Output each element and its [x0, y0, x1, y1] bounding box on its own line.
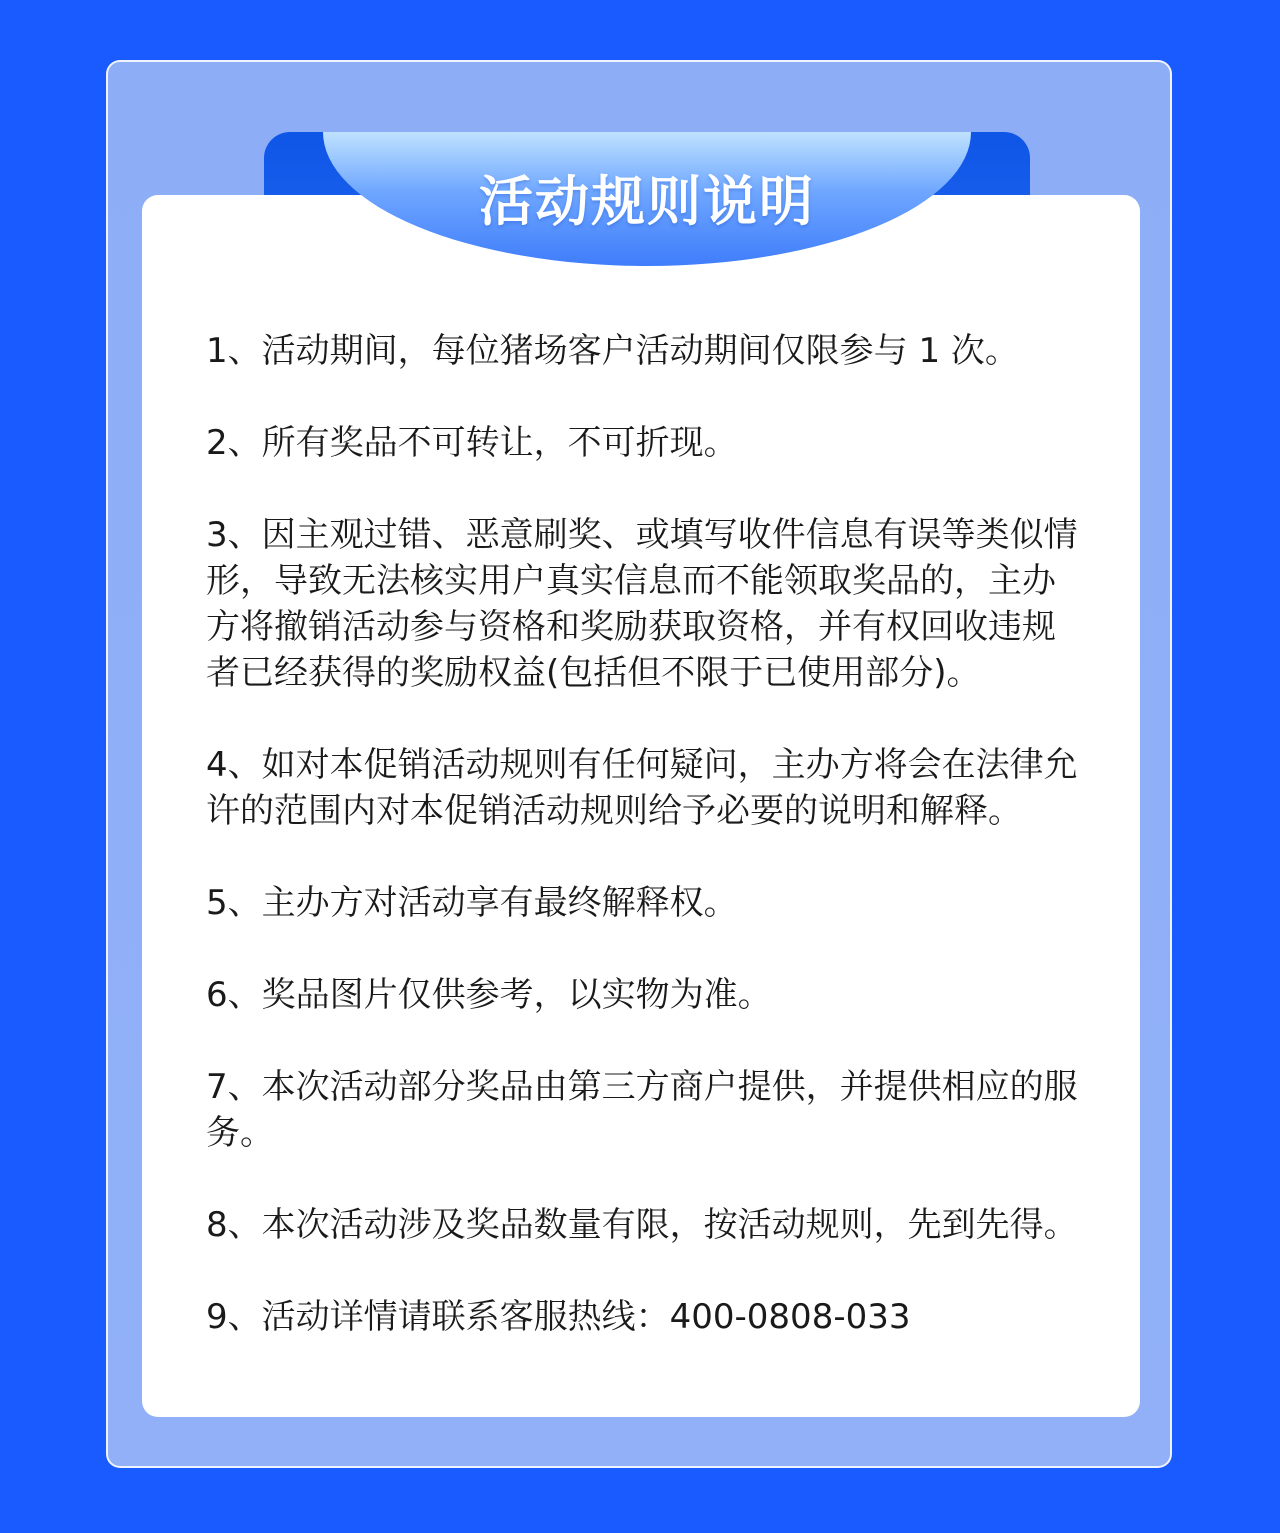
- rule-item: 1、活动期间，每位猪场客户活动期间仅限参与 1 次。: [206, 331, 1019, 371]
- rule-item: 6、奖品图片仅供参考，以实物为准。: [206, 975, 772, 1015]
- rule-item: 7、本次活动部分奖品由第三方商户提供，并提供相应的服务。: [206, 1067, 1078, 1153]
- rule-item: 4、如对本促销活动规则有任何疑问，主办方将会在法律允许的范围内对本促销活动规则给予必要的说明和解释。: [206, 745, 1078, 831]
- rules-list: [206, 328, 1086, 1386]
- rule-item: 8、本次活动涉及奖品数量有限，按活动规则，先到先得。: [206, 1205, 1078, 1245]
- rule-item: 2、所有奖品不可转让，不可折现。: [206, 423, 738, 463]
- page-title: 活动规则说明: [479, 169, 815, 233]
- rule-item: 3、因主观过错、恶意刷奖、或填写收件信息有误等类似情形，导致无法核实用户真实信息而不能领取奖品的，主办方将撤销活动参与资格和奖励获取资格，并有权回收违规者已经获得的奖励权益(包括但不限于已使用部分)。: [206, 515, 1078, 693]
- rule-item: 9、活动详情请联系客服热线：400-0808-033: [206, 1297, 911, 1337]
- rule-item: 5、主办方对活动享有最终解释权。: [206, 883, 738, 923]
